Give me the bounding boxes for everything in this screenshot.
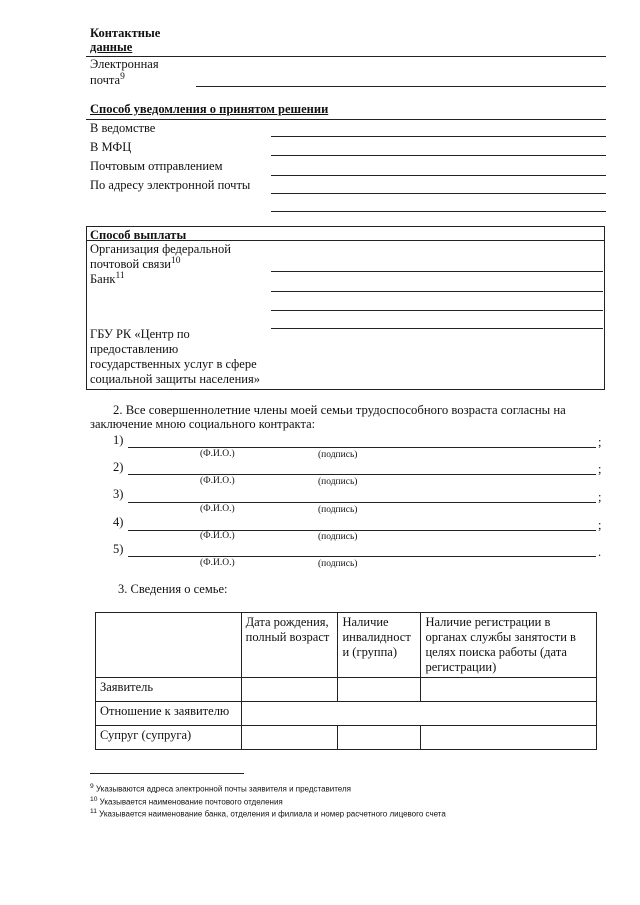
header-disability-line2: инвалидност	[342, 630, 411, 644]
contacts-heading-line1: Контактные	[90, 26, 161, 40]
consent-row-fio-line[interactable]	[128, 502, 596, 503]
consent-row-end: ;	[598, 462, 602, 476]
payment-gbu-line2: предоставлению	[90, 342, 179, 356]
email-input-line[interactable]	[196, 86, 606, 87]
consent-row-fio-caption: (Ф.И.О.)	[200, 504, 235, 514]
notification-field-extra[interactable]	[271, 211, 606, 212]
notification-option-mfc: В МФЦ	[90, 140, 132, 154]
email-label-line2	[90, 72, 125, 88]
consent-row-num: 3)	[113, 487, 124, 501]
header-disability-line1: Наличие	[342, 615, 389, 629]
header-disability-line3: и (группа)	[342, 645, 397, 659]
table-row	[96, 678, 597, 702]
footnote-9-text: Указываются адреса электронной почты заявителя и представителя	[95, 784, 351, 794]
email-label-line1: Электронная	[90, 57, 159, 71]
spouse-birth-cell[interactable]	[241, 726, 338, 750]
table-header-cell-birth	[241, 613, 338, 678]
header-birth-line2: полный возраст	[245, 630, 330, 644]
footnote-10-text: Указывается наименование почтового отделения	[99, 797, 283, 807]
bank-footnote-ref: 11	[115, 271, 125, 281]
consent-row-fio-caption: (Ф.И.О.)	[200, 531, 235, 541]
footnote-separator	[90, 773, 244, 774]
contacts-top-rule	[86, 56, 606, 57]
payment-post-line2	[90, 256, 181, 272]
header-employment-line4: регистрации)	[425, 660, 497, 674]
consent-row-num: 4)	[113, 515, 124, 529]
table-header-row	[96, 613, 597, 678]
consent-row-end: ;	[598, 490, 602, 504]
consent-row-fio-caption: (Ф.И.О.)	[200, 558, 235, 568]
footnote-11	[90, 807, 446, 820]
consent-row-end: ;	[598, 518, 602, 532]
consent-row-fio-line[interactable]	[128, 530, 596, 531]
payment-heading-rule	[86, 240, 604, 241]
notification-option-office: В ведомстве	[90, 121, 156, 135]
consent-row-num: 5)	[113, 542, 124, 556]
header-employment-line1: Наличие регистрации в	[425, 615, 551, 629]
payment-field-bank-2[interactable]	[271, 310, 603, 311]
payment-bank-text: Банк	[90, 272, 116, 287]
consent-row-sign-caption: (подпись)	[318, 505, 358, 515]
table-row	[96, 702, 597, 726]
payment-gbu-line4: социальной защиты населения»	[90, 372, 260, 386]
payment-gbu-line1: ГБУ РК «Центр по	[90, 327, 190, 341]
consent-text-line1: 2. Все совершеннолетние члены моей семьи трудоспособного возраста согласны на	[113, 403, 566, 417]
payment-heading: Способ выплаты	[90, 228, 187, 242]
family-heading: 3. Сведения о семье:	[118, 582, 228, 596]
notification-rule	[86, 119, 606, 120]
row-applicant-label: Заявитель	[96, 678, 242, 702]
consent-row-end: ;	[598, 435, 602, 449]
notification-option-post: Почтовым отправлением	[90, 159, 223, 173]
notification-option-email: По адресу электронной почты	[90, 178, 251, 192]
payment-bank	[90, 271, 125, 287]
consent-row-fio-caption: (Ф.И.О.)	[200, 449, 235, 459]
applicant-birth-cell[interactable]	[241, 678, 338, 702]
family-table	[95, 612, 597, 750]
applicant-employment-cell[interactable]	[421, 678, 597, 702]
footnote-9-marker: 9	[90, 783, 94, 790]
table-row	[96, 726, 597, 750]
contacts-heading-line2: данные	[90, 40, 133, 54]
notification-field-mfc[interactable]	[271, 155, 606, 156]
row-spouse-label: Супруг (супруга)	[96, 726, 242, 750]
consent-row-sign-caption: (подпись)	[318, 450, 358, 460]
consent-row-sign-caption: (подпись)	[318, 532, 358, 542]
consent-row-fio-line[interactable]	[128, 447, 596, 448]
footnote-9	[90, 782, 351, 795]
post-footnote-ref: 10	[171, 256, 181, 266]
notification-heading: Способ уведомления о принятом решении	[90, 102, 329, 116]
payment-post-line1: Организация федеральной	[90, 242, 231, 256]
spouse-disability-cell[interactable]	[338, 726, 421, 750]
consent-row-end: .	[598, 545, 602, 559]
footnote-10	[90, 795, 283, 808]
relation-cell[interactable]	[241, 702, 596, 726]
payment-field-bank-1[interactable]	[271, 291, 603, 292]
footnote-11-marker: 11	[90, 808, 97, 815]
header-employment-line2: органах службы занятости в	[425, 630, 576, 644]
notification-field-email[interactable]	[271, 193, 606, 194]
payment-post-text: почтовой связи	[90, 257, 171, 272]
footnote-11-text: Указывается наименование банка, отделения и филиала и номер расчетного лицевого счета	[99, 809, 446, 819]
consent-row-fio-line[interactable]	[128, 474, 596, 475]
payment-field-post[interactable]	[271, 271, 603, 272]
notification-field-office[interactable]	[271, 136, 606, 137]
consent-row-num: 2)	[113, 460, 124, 474]
payment-gbu-line3: государственных услуг в сфере	[90, 357, 257, 371]
table-header-cell-empty	[96, 613, 242, 678]
header-employment-line3: целях поиска работы (дата	[425, 645, 567, 659]
email-footnote-ref: 9	[120, 72, 125, 82]
consent-row-fio-caption: (Ф.И.О.)	[200, 476, 235, 486]
footnote-10-marker: 10	[90, 796, 98, 803]
consent-text-line2: заключение мною социального контракта:	[90, 417, 316, 431]
consent-row-sign-caption: (подпись)	[318, 559, 358, 569]
consent-row-fio-line[interactable]	[128, 556, 596, 557]
payment-field-bank-3[interactable]	[271, 328, 603, 329]
row-relation-label: Отношение к заявителю	[96, 702, 242, 726]
table-header-cell-disability	[338, 613, 421, 678]
consent-row-sign-caption: (подпись)	[318, 477, 358, 487]
header-birth-line1: Дата рождения,	[245, 615, 329, 629]
table-header-cell-employment	[421, 613, 597, 678]
consent-row-num: 1)	[113, 433, 124, 447]
applicant-disability-cell[interactable]	[338, 678, 421, 702]
spouse-employment-cell[interactable]	[421, 726, 597, 750]
notification-field-post[interactable]	[271, 175, 606, 176]
email-label-text: почта	[90, 73, 121, 88]
